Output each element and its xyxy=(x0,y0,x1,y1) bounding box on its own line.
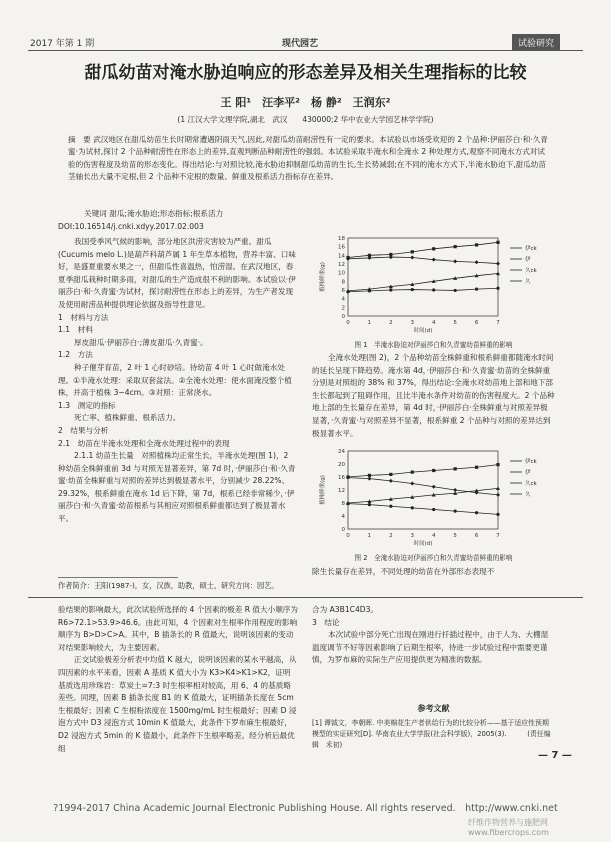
legend-label: 久 xyxy=(525,279,531,285)
x-tick-label: 1 xyxy=(367,533,372,539)
data-point xyxy=(475,243,478,246)
figure-1-chart xyxy=(316,232,556,337)
data-point xyxy=(367,477,371,481)
section-heading: 1.2 方法 xyxy=(58,350,93,360)
author-footnote: 作者简介：王阳(1987-)，女，汉族，助教，硕士，研究方向：园艺。 xyxy=(58,581,279,590)
data-point xyxy=(389,473,392,476)
y-tick-label: 8 xyxy=(341,501,345,507)
data-point xyxy=(346,290,349,293)
paper-title: 甜瓜幼苗对淹水胁迫响应的形态差异及相关生理指标的比较 xyxy=(84,63,527,83)
paragraph: 验结果的影响最大，此次试验所选择的 4 个因素的极差 R 值大小顺序为 R6>72.1>53.9>46.6。由此可知，4 个因素对生根率作用程度的影响顺序为 B>D>C>A。其中，B 插条长的 R 值最大，说明该因素的变动对结果影响较大，为主要因素。 xyxy=(58,605,298,652)
data-point xyxy=(454,245,457,248)
section-heading: 1 材料与方法 xyxy=(58,312,109,322)
doi: DOI:10.16514/j.cnki.xdyy.2017.02.003 xyxy=(58,222,204,231)
data-point xyxy=(496,513,499,516)
x-tick-label: 1 xyxy=(367,320,372,326)
x-tick-label: 3 xyxy=(410,320,415,326)
data-point xyxy=(475,466,478,469)
y-axis-label: 植株鲜重(g) xyxy=(320,262,326,292)
y-tick-label: 6 xyxy=(341,288,345,294)
data-point xyxy=(475,260,479,264)
x-tick-label: 2 xyxy=(389,320,393,326)
legend-label: 伊ck xyxy=(525,246,537,252)
legend-label: 久 xyxy=(525,492,531,498)
y-tick-label: 20 xyxy=(338,462,345,468)
section-heading: 1.3 测定的指标 xyxy=(58,400,116,410)
page-number: — 7 — xyxy=(538,750,572,761)
y-tick-label: 4 xyxy=(341,296,345,303)
x-tick-label: 2 xyxy=(389,533,393,539)
data-point xyxy=(432,247,435,250)
data-point xyxy=(496,463,499,466)
legend-label: 伊ck xyxy=(525,459,537,465)
x-tick-label: 4 xyxy=(431,320,436,326)
data-point xyxy=(432,469,435,472)
series-line xyxy=(348,488,498,503)
header-rule xyxy=(28,50,583,51)
x-tick-label: 7 xyxy=(496,320,500,326)
paragraph: 除生长量存在差异，不同处理的幼苗在外部形态表现不 xyxy=(312,567,495,576)
left-column xyxy=(58,236,298,526)
data-point xyxy=(389,479,393,483)
column-tag: 试验研究 xyxy=(512,34,560,51)
figure-2 xyxy=(316,445,556,550)
y-tick-label: 4 xyxy=(341,514,345,520)
x-tick-label: 6 xyxy=(474,320,479,326)
figure-2-chart xyxy=(316,445,556,550)
paragraph: 我国受季风气候的影响，部分地区洪涝灾害较为严重。甜瓜(Cucumis melo L.)是葫芦科葫芦属 1 年生草本植物，营养丰富、口味好，是盛夏重要水果之一，但甜瓜性喜温热，怕涝湿。在武汉地区，春夏季甜瓜栽种时期多雨，对甜瓜的生产造成很不利的影响。本试验以·伊丽莎白·和·久青蜜·为试材，探讨耐涝性在形态上的差异，为生产者发现及使用耐涝品种提供理论依据及指导性意见。 xyxy=(58,237,296,309)
y-tick-label: 0 xyxy=(341,527,345,533)
data-point xyxy=(453,259,457,263)
data-point xyxy=(454,467,457,470)
x-tick-label: 5 xyxy=(453,320,457,326)
data-point xyxy=(475,511,478,514)
y-tick-label: 12 xyxy=(338,262,345,268)
figure-2-caption: 图 2 全淹水胁迫对伊丽莎白和久青蜜幼苗鲜重的影响 xyxy=(354,554,513,562)
legend-label: 伊 xyxy=(525,257,531,263)
data-point xyxy=(496,493,500,497)
legend-label: 久ck xyxy=(525,481,537,487)
abstract: 摘 要 武汉地区在甜瓜幼苗生长时期常遭遇阴雨天气,因此,对甜瓜幼苗耐涝性有一定的要求。本试验以市场受欢迎的 2 个品种:伊丽莎白·和·久青蜜·为试材,探讨 2 个品种耐涝性在形态上的差异,直观判断品种耐涝性的强弱。本试验采取半淹水和全淹水 2 种处理方式,观察不同淹水方式对试验的伤害程度及幼苗的形态变化。得出结论:与对照比较,淹水胁迫抑制甜瓜幼苗的生长,生长势减弱;在不同的淹水方式下,半淹水胁迫下,甜瓜幼苗茎轴长出大量不定根,但 2 个品种不定根的数量、鲜重及根系活力指标存在差异。 xyxy=(68,135,548,181)
x-tick-label: 6 xyxy=(474,533,479,539)
data-point xyxy=(368,503,371,506)
data-point xyxy=(410,482,414,486)
x-axis-label: 时间(d) xyxy=(413,541,433,547)
figure-1 xyxy=(316,232,556,337)
data-point xyxy=(496,262,500,266)
keywords: 关键词 甜瓜;淹水胁迫;形态指标;根系活力 xyxy=(84,209,224,218)
paragraph: 正交试验极差分析表中均值 K 越大，说明该因素的某水平越高，从四因素的水平来看，因素 A 基质 K 值大小为 K3>K4>K1>K2，证明基质选用珍珠岩：草炭土=7:3 时生根率相对较高，用 6、4 的基质略差些。同理，因素 B 插条长度 B1 的 K 值最大，证明插条长度在 5cm 生根最好；因素 C 生根粉浓度在 1500mg/mL 时生根最好；因素 D 浸泡方式中 D3 浸泡方式 10min K 值最大，此条件下罗布麻生根最好，D2 浸泡方式 5min 的 K 值最小，此条件下生根率略差。经分析后最优组 xyxy=(58,655,297,753)
data-point xyxy=(368,474,371,477)
x-tick-label: 4 xyxy=(431,533,436,539)
data-point xyxy=(454,510,457,513)
journal-name: 现代园艺 xyxy=(282,39,319,49)
data-point xyxy=(432,508,435,511)
footnote-rule xyxy=(58,577,178,578)
y-tick-label: 24 xyxy=(338,449,345,455)
references-title: 参考文献 xyxy=(417,704,450,713)
column-divider-rule xyxy=(28,597,583,598)
x-tick-label: 0 xyxy=(346,320,350,326)
data-point xyxy=(432,288,435,291)
data-point xyxy=(496,287,499,290)
references: [1] 谭钺文，李朝晖. 中美棉花生产者供给行为的比较分析——基于适应性预期模型的实证研究[D]. 华南农业大学学报(社会科学版)，2005(3). (责任编辑 禾初) xyxy=(312,719,551,749)
x-tick-label: 5 xyxy=(453,533,457,539)
data-point xyxy=(410,256,414,260)
y-tick-label: 0 xyxy=(341,314,345,320)
data-point xyxy=(411,471,414,474)
section-heading: 2 结果与分析 xyxy=(58,425,109,435)
paragraph: 种子催芽育苗，2 叶 1 心时砂培。待幼苗 4 叶 1 心时做淹水处理。①半淹水处理：采取双套盆法。②全淹水处理：使水面淹没整个植株，并高于植株 3~4cm。③对照：正常浇水。 xyxy=(58,362,292,398)
plot-frame xyxy=(348,451,498,529)
data-point xyxy=(432,485,436,489)
section-heading: 1.1 材料 xyxy=(58,325,93,335)
x-tick-label: 3 xyxy=(410,533,415,539)
y-tick-label: 14 xyxy=(338,253,345,260)
paragraph: 本次试验中部分死亡出现在刚进行扦插过程中，由于人为、大棚湿温度调节不好等因素影响了后期生根率，待进一步试验过程中需要更谨慎，为罗布麻的实际生产应用提供更为精准的数据。 xyxy=(312,630,549,665)
data-point xyxy=(389,505,392,508)
legend-label: 伊 xyxy=(525,470,531,476)
paragraph: 合为 A3B1C4D3。 xyxy=(312,605,379,614)
right-column-mid xyxy=(312,566,555,579)
y-tick-label: 2 xyxy=(341,305,345,312)
y-tick-label: 18 xyxy=(338,236,345,242)
paragraph: 死亡率、植株鲜重、根系活力。 xyxy=(74,413,181,423)
y-tick-label: 16 xyxy=(338,244,345,251)
data-point xyxy=(411,288,414,291)
figure-1-caption: 图 1 半淹水胁迫对伊丽莎白和久青蜜幼苗鲜重的影响 xyxy=(354,341,513,349)
y-tick-label: 10 xyxy=(338,270,345,277)
data-point xyxy=(454,289,457,292)
right-column xyxy=(312,352,555,440)
x-tick-label: 0 xyxy=(346,533,350,539)
legend-label: 久ck xyxy=(525,268,537,274)
data-point xyxy=(389,288,392,291)
authors: 王 阳¹ 汪李平² 杨 静² 王润东² xyxy=(220,96,391,109)
x-tick-label: 7 xyxy=(496,533,500,539)
watermark: 纤维作物营养与施肥网 www.fibercrops.com xyxy=(468,818,549,837)
data-point xyxy=(432,258,436,262)
left-column-lower xyxy=(58,604,298,755)
data-point xyxy=(475,288,478,291)
section-heading: 2.1 幼苗在半淹水处理和全淹水处理过程中的表现 xyxy=(58,438,230,448)
y-axis-label: 植株鲜重(g) xyxy=(320,475,326,505)
data-point xyxy=(411,506,414,509)
data-point xyxy=(496,241,499,244)
copyright-line: ?1994-2017 China Academic Journal Electronic Publishing House. All rights reserved. http://www.cnki.net xyxy=(53,803,558,814)
section-heading: 3 结论 xyxy=(312,617,340,627)
affiliation: (1 江汉大学文理学院,湖北 武汉 430000;2 华中农业大学园艺林学学院) xyxy=(177,115,434,124)
data-point xyxy=(346,502,349,505)
y-tick-label: 12 xyxy=(338,488,345,494)
data-point xyxy=(368,289,371,292)
paragraph: 2.1.1 幼苗生长量 对照植株均正常生长，半淹水处理(图 1)，2 种幼苗全株鲜重前 3d 与对照无显著差异，第 7d 时，·伊丽莎白·和·久青蜜·幼苗全株鲜重与对照的差异达到极显著水平，分别减少 28.22%、29.32%，根系鲜重在淹水 1d 后下降，第 7d，根系已经非常稀少，·伊丽莎白·和·久青蜜·幼苗根系与其相应对照根系鲜重都达到了极显著水平。 xyxy=(58,451,296,524)
issue-label: 2017 年第 1 期 xyxy=(30,39,95,49)
x-axis-label: 时间(d) xyxy=(413,328,433,334)
y-tick-label: 8 xyxy=(341,279,345,286)
y-tick-label: 16 xyxy=(338,475,345,481)
paragraph: 全淹水处理(图 2)，2 个品种幼苗全株鲜重和根系鲜重都随淹水时间的延长呈现下降趋势。淹水第 4d，·伊丽莎白·和·久青蜜·幼苗的全株鲜重分别是对照组的 38% 和 37%，得出结论:全淹水对幼苗地上部和地下部生长都起到了阻碍作用，且比半淹水条件对幼苗的伤害程度大。2 个品种地上部的生长量存在差异，第 4d 时，·伊丽莎白·全株鲜重与对照差异极显著，·久青蜜·与对照差异不显著，根系鲜重 2 个品种与对照的差异达到极显著水平。 xyxy=(312,353,555,438)
data-point xyxy=(411,250,414,253)
right-column-lower xyxy=(312,604,555,667)
paragraph: 厚皮甜瓜·伊丽莎白·;薄皮甜瓜·久青蜜·。 xyxy=(74,337,208,347)
